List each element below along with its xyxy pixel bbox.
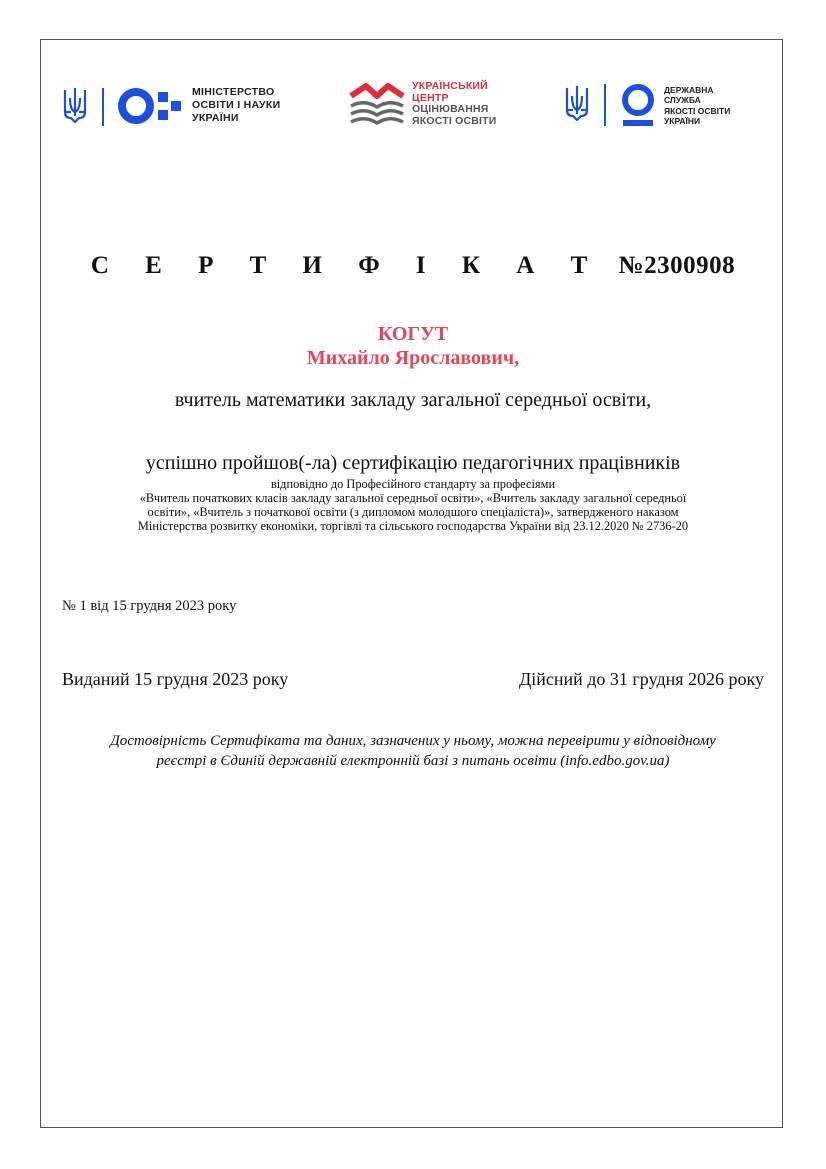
- ministry-logo: [62, 84, 302, 128]
- logo-divider: [604, 84, 606, 126]
- professional-standard: [100, 477, 726, 533]
- ucoz-name: [412, 81, 497, 127]
- standard-line: Міністерства розвитку економіки, торгівлі та сільського господарства України від 23.12.2020 № 2736-20: [137, 519, 689, 533]
- ucoz-name-line: УКРАЇНСЬКИЙ: [412, 80, 488, 92]
- standard-line: освіти», «Вчитель з початкової освіти (з дипломом молодшого спеціаліста)», затвердженого наказом: [147, 505, 679, 519]
- ministry-name-line: МІНІСТЕРСТВО: [192, 86, 275, 98]
- dsyo-name-line: СЛУЖБА: [664, 95, 701, 106]
- dsyo-name-line: ЯКОСТІ ОСВІТИ: [664, 105, 731, 116]
- ucoz-name-line: ЯКОСТІ ОСВІТИ: [412, 114, 497, 127]
- dsyo-logo: [564, 82, 744, 130]
- holder-given-names: Михайло Ярославович,: [306, 347, 520, 369]
- certificate-number: №2300908: [618, 252, 736, 279]
- verification-line: реєстрі в Єдиній державній електронній базі з питань освіти (info.edbo.gov.ua): [156, 753, 670, 769]
- protocol-reference: № 1 від 15 грудня 2023 року: [62, 598, 237, 614]
- ministry-mark-icon: [116, 86, 186, 126]
- certificate-frame: [40, 39, 783, 1128]
- holder-position: вчитель математики закладу загальної середньої освіти,: [174, 389, 652, 411]
- certificate-title-word: С Е Р Т И Ф І К А Т: [90, 252, 603, 279]
- holder-surname: КОГУТ: [377, 323, 449, 345]
- dsyo-mark-icon: [618, 82, 658, 128]
- dsyo-name-line: УКРАЇНИ: [664, 115, 701, 126]
- verification-note: [60, 731, 766, 771]
- standard-line: «Вчитель початкових класів закладу загальної середньої освіти», «Вчитель закладу загальної середньої: [139, 491, 687, 505]
- dsyo-name-line: ДЕРЖАВНА: [664, 85, 714, 95]
- ministry-name: [192, 86, 280, 125]
- ucoz-name-line: ЦЕНТР: [412, 91, 449, 104]
- logo-divider: [102, 88, 104, 126]
- ucoz-name-line: ОЦІНЮВАННЯ: [412, 103, 489, 115]
- dsyo-name: [664, 85, 730, 126]
- valid-until-date: Дійсний до 31 грудня 2026 року: [518, 669, 764, 689]
- ministry-name-line: ОСВІТИ І НАУКИ: [192, 99, 281, 111]
- book-icon: [348, 82, 406, 132]
- verification-line: Достовірність Сертифіката та даних, зазначених у ньому, можна перевірити у відповідному: [110, 733, 716, 749]
- certification-statement: успішно пройшов(-ла) сертифікацію педагогічних працівників: [145, 452, 681, 474]
- issue-date: Виданий 15 грудня 2023 року: [62, 669, 289, 689]
- standard-line: відповідно до Професійного стандарту за професіями: [270, 477, 556, 491]
- ucoz-logo: [348, 80, 508, 136]
- ministry-name-line: УКРАЇНИ: [192, 112, 239, 124]
- trident-icon: [62, 86, 88, 126]
- trident-icon: [564, 84, 590, 124]
- certificate-title: [0, 252, 826, 280]
